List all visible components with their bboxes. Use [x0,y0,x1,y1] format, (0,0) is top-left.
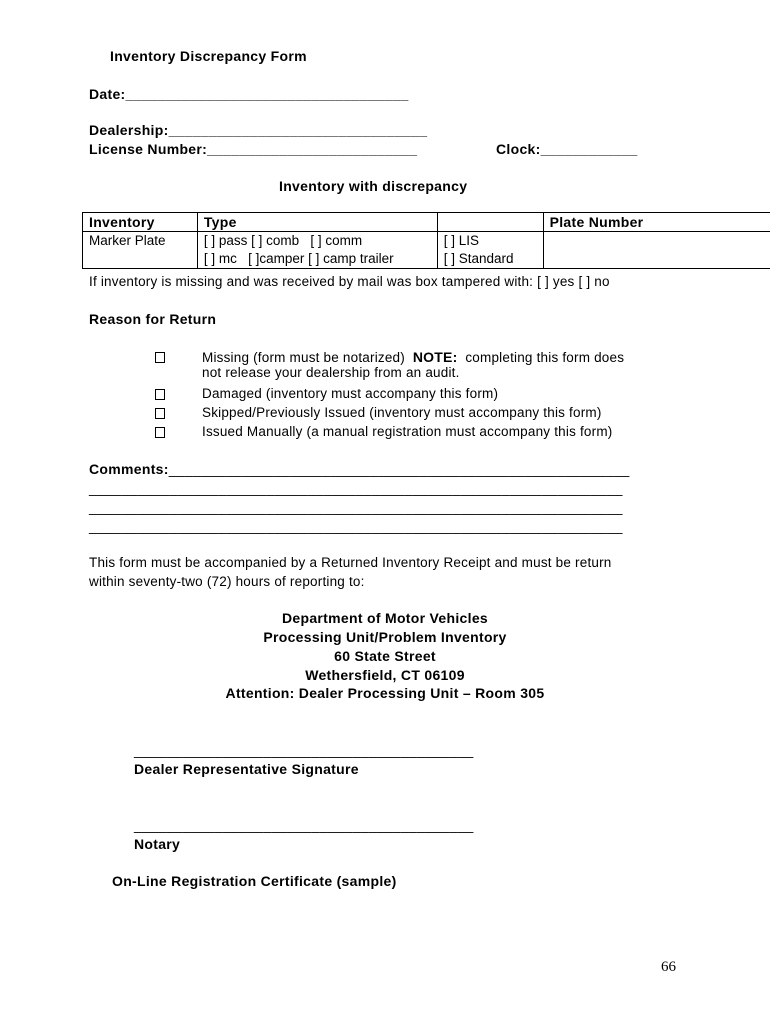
column-header-type: Type [197,213,437,232]
address-unit: Processing Unit/Problem Inventory [263,629,507,645]
date-field[interactable] [89,86,409,102]
inventory-table [82,212,770,269]
reason-issued-manually-text: Issued Manually (a manual registration must accompany this form) [202,424,613,439]
type-options-line-1[interactable]: [ ] pass [ ] comb [ ] comm [203,233,363,248]
date-blank-line: ___________________________________ [125,86,409,102]
standard-option[interactable]: [ ] Standard [443,251,514,266]
address-street: 60 State Street [334,648,436,664]
instructions-line-2: within seventy-two (72) hours of reporting to: [89,574,365,589]
reason-missing-text: Missing (form must be notarized) [202,350,405,365]
comments-field[interactable] [89,461,630,477]
column-header-inventory: Inventory [83,213,198,232]
comments-blank-line: _________________________________________________________ [168,461,630,477]
checkbox-missing[interactable] [155,352,165,363]
license-number-label: License Number: [89,141,208,157]
dealer-signature-label: Dealer Representative Signature [134,761,359,777]
table-row [83,232,770,269]
inventory-value: Marker Plate [89,233,166,248]
page-number: 66 [661,959,676,975]
table-header-row [83,213,770,232]
license-number-blank-line: __________________________ [207,141,418,157]
address-city: Wethersfield, CT 06109 [305,667,465,683]
cell-inventory [83,232,198,269]
cell-plate-number[interactable] [543,232,770,269]
reason-heading: Reason for Return [89,311,217,327]
mail-tamper-question[interactable]: If inventory is missing and was received by mail was box tampered with: [ ] yes [ ] no [89,274,610,289]
sample-caption: On-Line Registration Certificate (sample) [112,873,397,889]
clock-label: Clock: [496,141,541,157]
cell-extra-type[interactable] [437,232,543,269]
cell-type[interactable] [197,232,437,269]
note-label: NOTE: [412,349,458,365]
address-attention: Attention: Dealer Processing Unit – Room 305 [225,685,545,701]
checkbox-skipped[interactable] [155,408,165,419]
dealership-blank-line: ________________________________ [168,122,428,138]
notary-label: Notary [134,836,181,852]
comments-label: Comments: [89,461,169,477]
reason-damaged-text: Damaged (inventory must accompany this form) [202,386,499,401]
checkbox-issued-manually[interactable] [155,427,165,438]
clock-field[interactable] [496,141,638,157]
license-number-field[interactable] [89,141,417,157]
clock-blank-line: ____________ [540,141,638,157]
comments-line[interactable]: __________________________________________________________________ [89,480,623,496]
address-department: Department of Motor Vehicles [282,610,488,626]
instructions-line-1: This form must be accompanied by a Returned Inventory Receipt and must be return [89,555,612,570]
dealership-field[interactable] [89,122,427,138]
reason-missing-text-line-2: not release your dealership from an audit. [202,365,460,380]
reason-skipped-text: Skipped/Previously Issued (inventory must accompany this form) [202,405,602,420]
notary-signature-line[interactable]: __________________________________________ [134,817,474,833]
section-heading: Inventory with discrepancy [279,178,468,194]
comments-line[interactable]: __________________________________________________________________ [89,499,623,515]
type-options-line-2[interactable]: [ ] mc [ ]camper [ ] camp trailer [203,251,394,266]
date-label: Date: [89,86,126,102]
dealership-label: Dealership: [89,122,169,138]
column-header-blank [437,213,543,232]
comments-line[interactable]: __________________________________________________________________ [89,518,623,534]
form-title: Inventory Discrepancy Form [110,48,307,64]
checkbox-damaged[interactable] [155,389,165,400]
dealer-signature-line[interactable]: __________________________________________ [134,742,474,758]
column-header-plate-number: Plate Number [543,213,770,232]
note-text: completing this form does [465,350,625,365]
lis-option[interactable]: [ ] LIS [443,233,479,248]
